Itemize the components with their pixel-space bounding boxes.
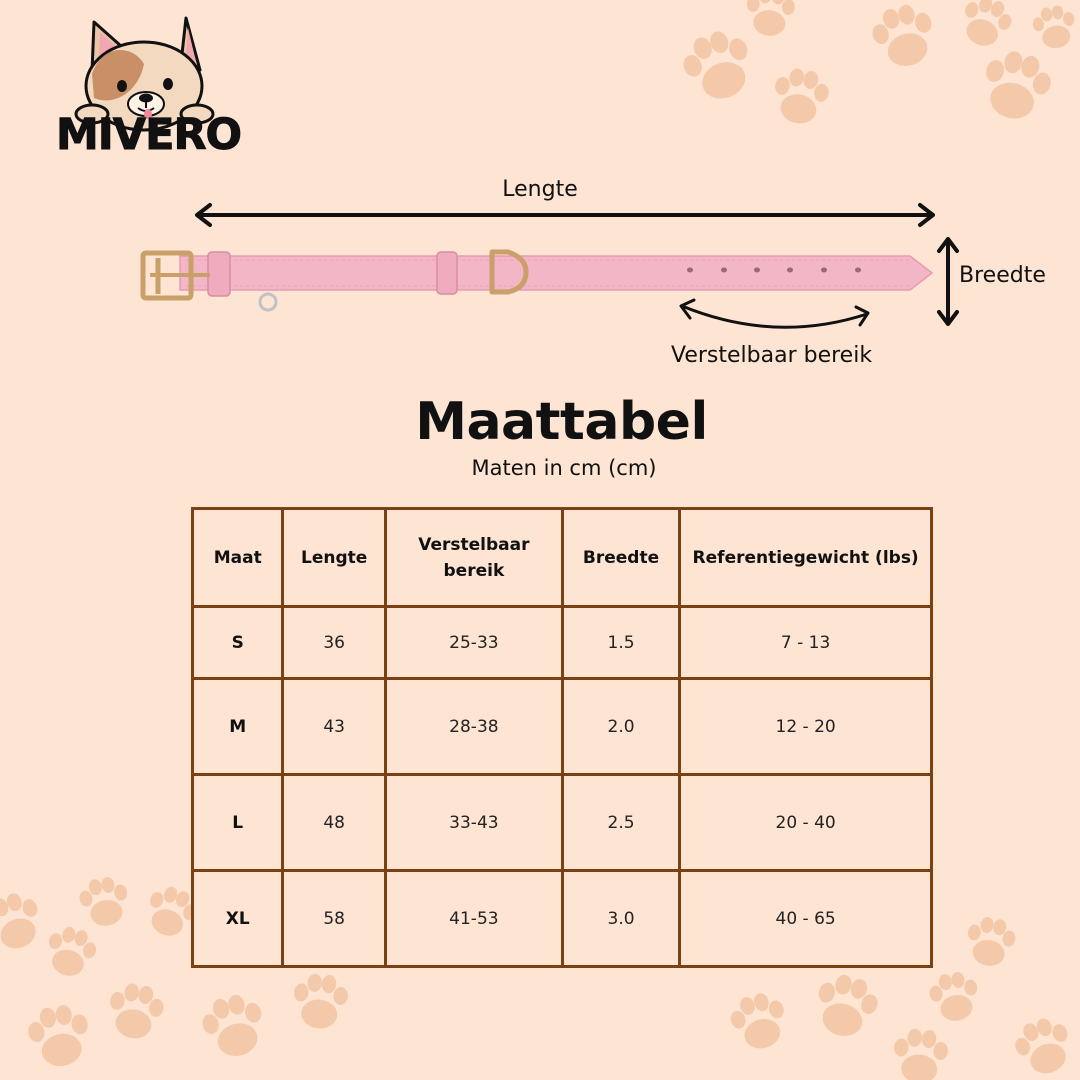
cell-size: L	[193, 775, 283, 871]
cell-adjustable-range: 33-43	[385, 775, 562, 871]
header-lengte: Lengte	[283, 509, 386, 607]
cell-size: XL	[193, 871, 283, 967]
page-title: Maattabel	[415, 392, 708, 452]
brand-wordmark: MIVERO	[56, 110, 242, 160]
cell-length: 43	[283, 679, 386, 775]
header-breedte: Breedte	[562, 509, 679, 607]
width-label: Breedte	[959, 263, 1046, 288]
header-verstelbaar-bereik: Verstelbaar bereik	[385, 509, 562, 607]
header-maat: Maat	[193, 509, 283, 607]
cell-weight: 40 - 65	[680, 871, 932, 967]
cell-size: S	[193, 607, 283, 679]
table-row	[193, 775, 932, 871]
header-referentiegewicht: Referentiegewicht (lbs)	[680, 509, 932, 607]
width-arrow	[939, 239, 957, 324]
size-table	[191, 507, 933, 968]
length-label: Lengte	[502, 177, 578, 202]
table-row	[193, 871, 932, 967]
length-arrow	[197, 205, 933, 225]
page-subtitle: Maten in cm (cm)	[471, 456, 657, 480]
cell-adjustable-range: 28-38	[385, 679, 562, 775]
cell-weight: 20 - 40	[680, 775, 932, 871]
cell-width: 3.0	[562, 871, 679, 967]
cell-adjustable-range: 25-33	[385, 607, 562, 679]
adjustable-range-label: Verstelbaar bereik	[671, 343, 873, 368]
cell-length: 48	[283, 775, 386, 871]
cell-weight: 7 - 13	[680, 607, 932, 679]
collar-strap	[180, 256, 932, 290]
table-row	[193, 607, 932, 679]
cell-length: 58	[283, 871, 386, 967]
cell-width: 1.5	[562, 607, 679, 679]
table-header-row	[193, 509, 932, 607]
cell-width: 2.0	[562, 679, 679, 775]
cell-size: M	[193, 679, 283, 775]
table-row	[193, 679, 932, 775]
cell-weight: 12 - 20	[680, 679, 932, 775]
adjustable-range-arrow	[681, 300, 868, 327]
cell-width: 2.5	[562, 775, 679, 871]
cell-length: 36	[283, 607, 386, 679]
cell-adjustable-range: 41-53	[385, 871, 562, 967]
